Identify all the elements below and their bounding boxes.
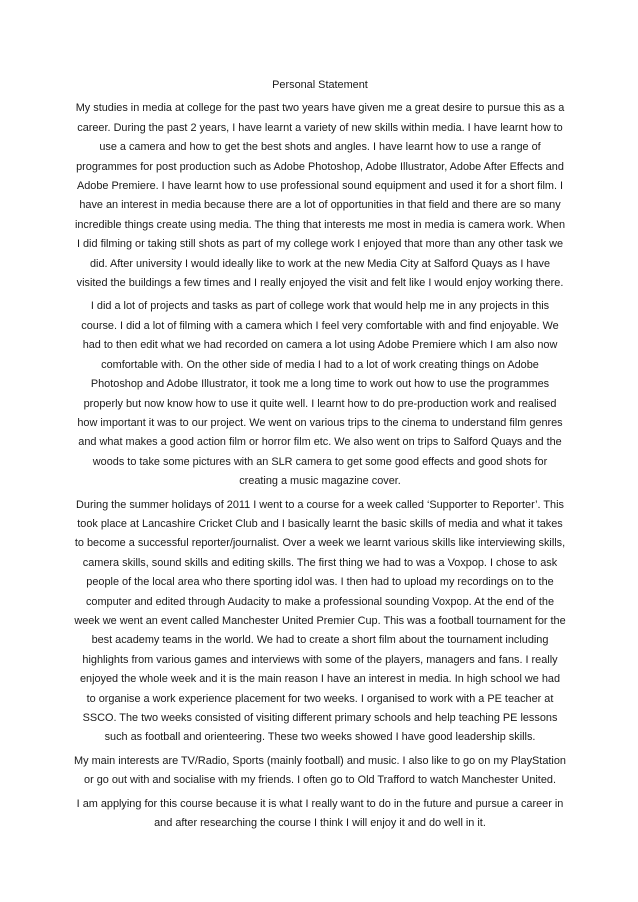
- paragraph-projects: I did a lot of projects and tasks as part of college work that would help me in any projects in this course. I did a lot of filming with a camera which I feel very comfortable with and find enjoyable. We had to then edit what we had recorded on camera a lot using Adobe Premiere which I am also now comfortable with. On the other side of media I had to a lot of work creating things on Adobe Photoshop and Adobe Illustrator, it took me a long time to work out how to use the programmes properly but now know how to use it quite well. I learnt how to do pre-production work and realised how important it was to our project. We went on various trips to the cinema to understand film genres and what makes a good action film or horror film etc. We also went on trips to Salford Quays and the woods to take some pictures with an SLR camera to get some good effects and good shots for creating a music magazine cover.: [77, 300, 563, 488]
- document-body: [74, 76, 566, 837]
- paragraph-applying: I am applying for this course because it is what I really want to do in the future and pursue a career in and after researching the course I think I will enjoy it and do well in it.: [76, 797, 564, 830]
- paragraph-summer-course: During the summer holidays of 2011 I went to a course for a week called ‘Supporter to Reporter’. This took place at Lancashire Cricket Club and I basically learnt the basic skills of media and what it takes to become a successful reporter/journalist. Over a week we learnt various skills like interviewing skills, camera skills, sound skills and editing skills. The first thing we had to was a Voxpop. I chose to ask people of the local area who there sporting idol was. I then had to upload my recordings on to the computer and edited through Audacity to make a professional sounding Voxpop. At the end of the week we went an event called Manchester United Premier Cup. This was a football tournament for the best academy teams in the world. We had to create a short film about the tournament including highlights from various games and interviews with some of the players, managers and fans. I really enjoyed the whole week and it is the main reason I have an interest in media. In high school we had to organise a work experience placement for two weeks. I organised to work with a PE teacher at SSCO. The two weeks consisted of visiting different primary schools and help teaching PE lessons such as football and orienteering. These two weeks showed I have good leadership skills.: [74, 498, 566, 744]
- document-title: Personal Statement: [272, 79, 368, 91]
- paragraph-studies: My studies in media at college for the past two years have given me a great desire to pursue this as a career. During the past 2 years, I have learnt a variety of new skills within media. I have learnt how to use a camera and how to get the best shots and angles. I have learnt how to use a range of programmes for post production such as Adobe Photoshop, Adobe Illustrator, Adobe After Effects and Adobe Premiere. I have learnt how to use professional sound equipment and used it for a short film. I have an interest in media because there are a lot of opportunities in that field and there are so many incredible things create using media. The thing that interests me most in media is camera work. When I did filming or taking still shots as part of my college work I enjoyed that more than any other task we did. After university I would ideally like to work at the new Media City at Salford Quays as I have visited the buildings a few times and I really enjoyed the visit and felt like I would enjoy working there.: [74, 102, 566, 290]
- paragraph-interests: My main interests are TV/Radio, Sports (mainly football) and music. I also like to go on my PlayStation or go out with and socialise with my friends. I often go to Old Trafford to watch Manchester United.: [74, 754, 566, 787]
